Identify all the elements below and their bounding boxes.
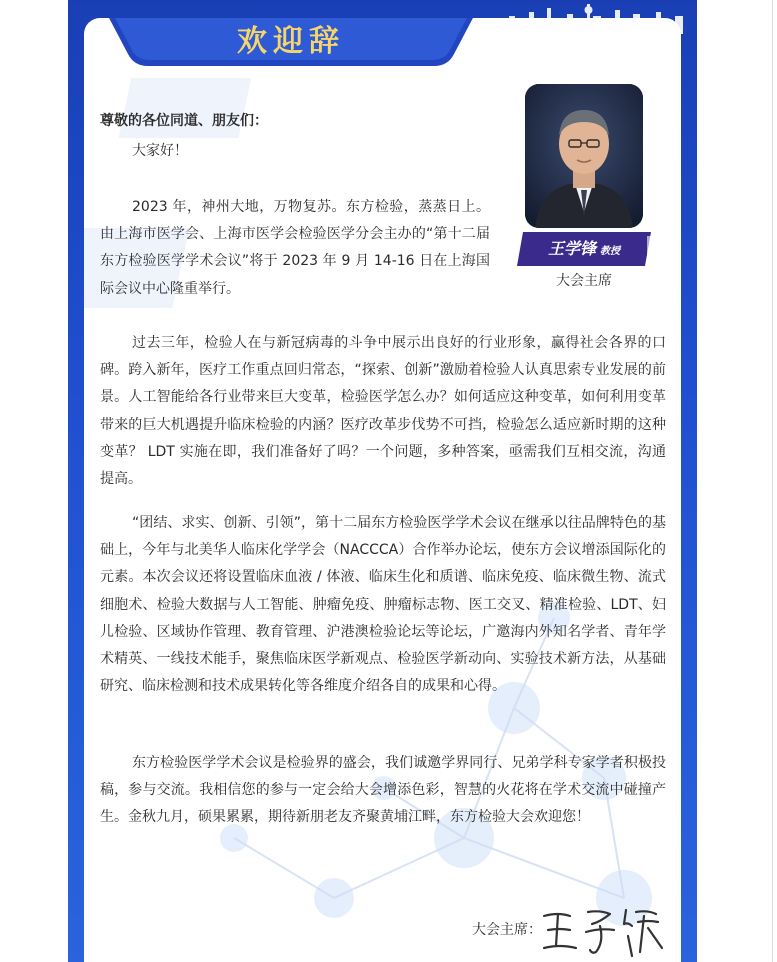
- chair-name-label: [517, 232, 651, 266]
- content-card: [84, 18, 681, 962]
- chair-title: 教授: [600, 246, 620, 257]
- page-right-margin: [697, 0, 777, 962]
- poster-frame: [68, 0, 697, 962]
- salutation: 尊敬的各位同道、朋友们：: [100, 113, 268, 129]
- greeting: 大家好！: [132, 143, 188, 159]
- handwritten-signature-icon: [540, 904, 670, 958]
- edge-divider: [772, 0, 773, 962]
- page-left-margin: [0, 0, 68, 962]
- paragraph-1: 2023 年，神州大地，万物复苏。东方检验，蒸蒸日上。由上海市医学会、上海市医学会检验医学分会主办的“第十二届东方检验医学学术会议”将于 2023 年 9 月 14-16 日在上海国际会议中心隆重举行。: [100, 199, 490, 297]
- paragraph-2: 过去三年，检验人在与新冠病毒的斗争中展示出良好的行业形象，赢得社会各界的口碑。跨入新年，医疗工作重点回归常态，“探索、创新”激励着检验人认真思索专业发展的前景。人工智能给各行业带来巨大变革，检验医学怎么办？如何适应这种变革，如何利用变革带来的巨大机遇提升临床检验的内涵？医疗改革步伐势不可挡，检验怎么适应新时期的这种变革？ LDT 实施在即，我们准备好了吗？一个问题，多种答案，亟需我们互相交流，沟通提高。: [100, 335, 666, 488]
- paragraph-4: 东方检验医学学术会议是检验界的盛会，我们诚邀学界同行、兄弟学科专家学者积极投稿，参与交流。我相信您的参与一定会给大会增添色彩，智慧的火花将在学术交流中碰撞产生。金秋九月，硕果累累，期待新朋老友齐聚黄埔江畔，东方检验大会欢迎您！: [100, 755, 666, 826]
- signature-label: 大会主席：: [472, 922, 542, 938]
- chair-name: 王学锋: [547, 239, 596, 258]
- chair-portrait: [525, 84, 643, 228]
- chair-role: 大会主席: [556, 273, 612, 289]
- page-title: 欢迎辞: [237, 24, 345, 59]
- portrait-photo-icon: [525, 84, 643, 228]
- paragraph-3: “团结、求实、创新、引领”，第十二届东方检验医学学术会议在继承以往品牌特色的基础上，今年与北美华人临床化学学会（NACCCA）合作举办论坛，使东方会议增添国际化的元素。本次会议还将设置临床血液 / 体液、临床生化和质谱、临床免疫、临床微生物、流式细胞术、检验大数据与人工智能、肿瘤免疫、肿瘤标志物、医工交叉、精准检验、LDT、妇儿检验、区域协作管理、教育管理、沪港澳检验论坛等论坛，广邀海内外知名学者、青年学术精英、一线技术能手，聚焦临床医学新观点、检验医学新动向、实验技术新方法，从基础研究、临床检测和技术成果转化等各维度介绍各自的成果和心得。: [100, 515, 666, 695]
